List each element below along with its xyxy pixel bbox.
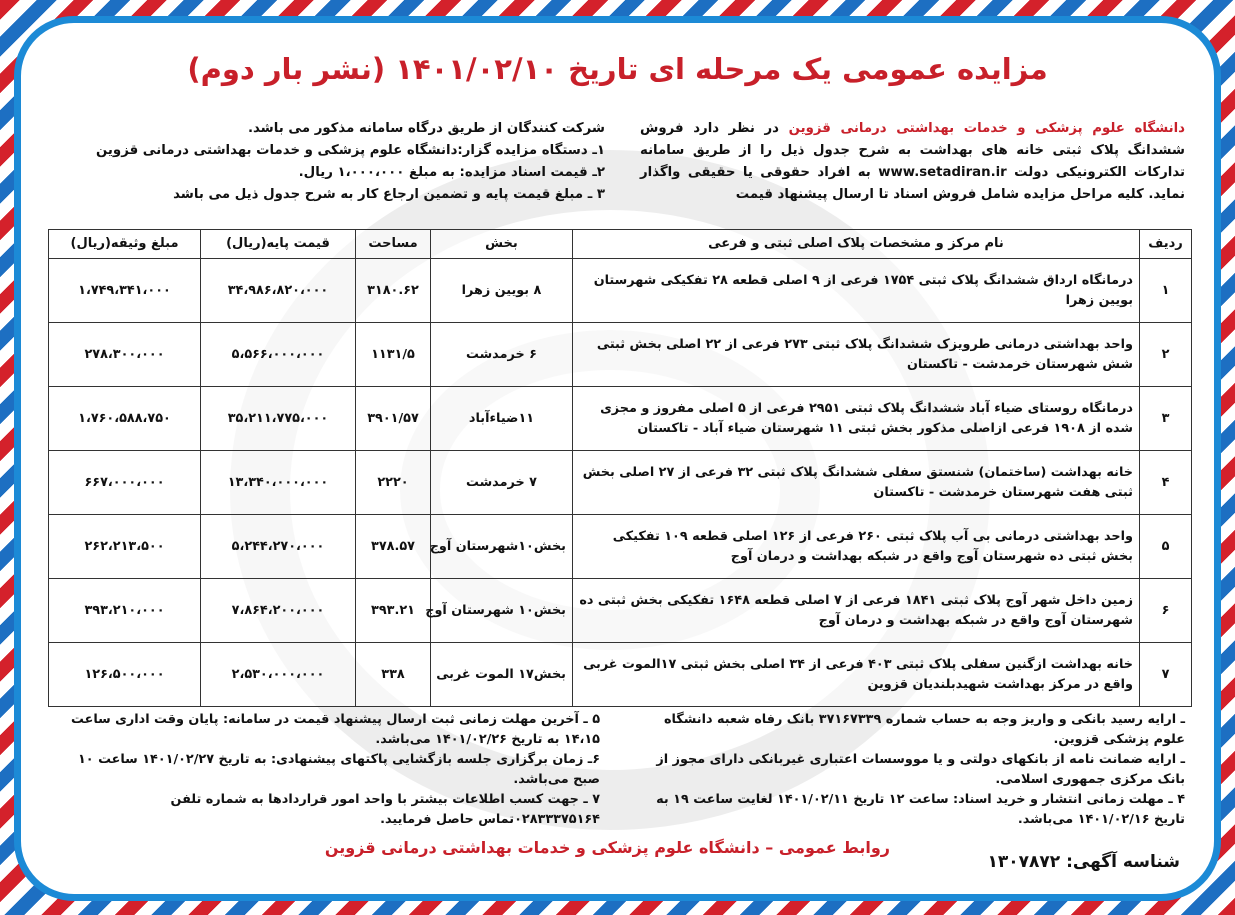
part: بخش۱۷ الموت غربی [431, 643, 573, 707]
table-row [49, 387, 1192, 451]
intro-text-part2: به افراد حقوقی یا حقیقی واگذار نماید. کلیه مراحل مزایده شامل فروش اسناد تا ارسال پیشنهاد قیمت [640, 165, 1185, 202]
part: ۶ خرمدشت [431, 323, 573, 387]
center-name: درمانگاه ارداق ششدانگ پلاک ثبتی ۱۷۵۴ فرعی از ۹ اصلی قطعه ۲۸ تفکیکی شهرستان بویین زهرا [573, 259, 1140, 323]
center-name: خانه بهداشت ازگنین سفلی پلاک ثبتی ۴۰۳ فرعی از ۳۴ اصلی بخش ثبتی ۱۷الموت غربی واقع در مرکز بهداشت شهیدبلندیان قزوین [573, 643, 1140, 707]
row-number: ۱ [1140, 259, 1192, 323]
area: ۳۳۸ [356, 643, 431, 707]
header-deposit: مبلغ وثیقه(ریال) [49, 230, 201, 259]
part: ۷ خرمدشت [431, 451, 573, 515]
intro-line: شرکت کنندگان از طریق درگاه سامانه مذکور می باشد. [247, 121, 605, 136]
table-row [49, 643, 1192, 707]
intro-conditions [60, 118, 605, 218]
part: ۱۱ضیاءآباد [431, 387, 573, 451]
part: بخش۱۰شهرستان آوج [431, 515, 573, 579]
base-price: ۱۳،۳۴۰،۰۰۰،۰۰۰ [201, 451, 356, 515]
public-relations-footer: روابط عمومی – دانشگاه علوم پزشکی و خدمات بهداشتی درمانی قزوین [324, 838, 890, 857]
deposit: ۶۶۷،۰۰۰،۰۰۰ [49, 451, 201, 515]
row-number: ۶ [1140, 579, 1192, 643]
intro-line: ۲ـ قیمت اسناد مزایده: به مبلغ ۱،۰۰۰،۰۰۰ ریال. [298, 165, 605, 180]
table-row [49, 515, 1192, 579]
area: ۳۷۸.۵۷ [356, 515, 431, 579]
organization-name: دانشگاه علوم پزشکی و خدمات بهداشتی درمانی قزوین [788, 121, 1185, 136]
auction-table [48, 229, 1192, 707]
area: ۱۱۳۱/۵ [356, 323, 431, 387]
header-center-name: نام مرکز و مشخصات پلاک اصلی ثبتی و فرعی [573, 230, 1140, 259]
ad-id: شناسه آگهی: ۱۳۰۷۸۷۲ [987, 852, 1180, 872]
header-part: بخش [431, 230, 573, 259]
header-row-number: ردیف [1140, 230, 1192, 259]
area: ۳۱۸۰.۶۲ [356, 259, 431, 323]
deposit: ۱،۷۴۹،۳۴۱،۰۰۰ [49, 259, 201, 323]
page-title: مزایده عمومی یک مرحله ای تاریخ ۱۴۰۱/۰۲/۱۰ (نشر بار دوم) [187, 52, 1048, 86]
table-row [49, 451, 1192, 515]
row-number: ۵ [1140, 515, 1192, 579]
note-item: ۶ـ زمان برگزاری جلسه بازگشایی پاکتهای پیشنهادی: به تاریخ ۱۴۰۱/۰۲/۲۷ ساعت ۱۰ صبح می‌باشد. [77, 752, 600, 787]
note-item: ۴ ـ مهلت زمانی انتشار و خرید اسناد: ساعت ۱۲ تاریخ ۱۴۰۱/۰۲/۱۱ لغایت ساعت ۱۹ به تاریخ ۱۴۰۱/۰۲/۱۶ می‌باشد. [656, 792, 1185, 827]
note-item: ۷ ـ جهت کسب اطلاعات بیشتر با واحد امور قراردادها به شماره تلفن ۰۲۸۳۳۳۷۵۱۶۴تماس حاصل فرمایید. [170, 792, 600, 827]
note-item: ۵ ـ آخرین مهلت زمانی ثبت ارسال پیشنهاد قیمت در سامانه: پایان وقت اداری ساعت ۱۴،۱۵ به تاریخ ۱۴۰۱/۰۲/۲۶ می‌باشد. [71, 712, 600, 747]
part: ۸ بویین زهرا [431, 259, 573, 323]
center-name: واحد بهداشتی درمانی بی آب پلاک ثبتی ۲۶۰ فرعی از ۱۲۶ اصلی قطعه ۱۰۹ تفکیکی بخش ثبتی ده شهرستان آوج واقع در شبکه بهداشت و درمان آوج [573, 515, 1140, 579]
area: ۲۲۲۰ [356, 451, 431, 515]
note-item: ـ ارایه ضمانت نامه از بانکهای دولتی و یا مووسسات اعتباری غیربانکی دارای مجوز از بانک مرکزی جمهوری اسلامی. [656, 752, 1185, 787]
table-row [49, 323, 1192, 387]
row-number: ۳ [1140, 387, 1192, 451]
base-price: ۲،۵۳۰،۰۰۰،۰۰۰ [201, 643, 356, 707]
header-base-price: قیمت پایه(ریال) [201, 230, 356, 259]
deposit: ۲۶۲،۲۱۳،۵۰۰ [49, 515, 201, 579]
header-area: مساحت [356, 230, 431, 259]
table-row [49, 259, 1192, 323]
center-name: خانه بهداشت (ساختمان) شنستق سفلی ششدانگ پلاک ثبتی ۳۲ فرعی از ۲۷ اصلی بخش ثبتی هفت شهرستان خرمدشت - تاکستان [573, 451, 1140, 515]
notes-right [655, 710, 1185, 840]
center-name: واحد بهداشتی درمانی طرویزک ششدانگ پلاک ثبتی ۲۷۳ فرعی از ۲۲ اصلی بخش ثبتی شش شهرستان خرمدشت - تاکستان [573, 323, 1140, 387]
intro-line: ۳ ـ مبلغ قیمت پایه و تضمین ارجاع کار به شرح جدول ذیل می باشد [173, 187, 605, 202]
part: بخش۱۰ شهرستان آوج [431, 579, 573, 643]
intro-text-part1: در نظر دارد فروش ششدانگ پلاک ثبتی خانه های بهداشت به شرح جدول ذیل را از طریق سامانه تدارکات الکترونیکی دولت [640, 121, 1185, 180]
note-item: ـ ارایه رسید بانکی و واریز وجه به حساب شماره ۳۷۱۶۷۳۳۹ بانک رفاه شعبه دانشگاه علوم پزشکی قزوین. [663, 712, 1185, 747]
row-number: ۲ [1140, 323, 1192, 387]
website-link[interactable]: www.setadiran.ir [878, 165, 1007, 180]
intro-paragraph [640, 118, 1185, 218]
center-name: درمانگاه روستای ضیاء آباد ششدانگ پلاک ثبتی ۲۹۵۱ فرعی از ۵ اصلی مفروز و مجزی شده از ۱۹۰۸ فرعی ازاصلی مذکور بخش ثبتی ۱۱ شهرستان ضیاء آباد - تاکستان [573, 387, 1140, 451]
base-price: ۳۵،۲۱۱،۷۷۵،۰۰۰ [201, 387, 356, 451]
deposit: ۱،۷۶۰،۵۸۸،۷۵۰ [49, 387, 201, 451]
area: ۳۹۰۱/۵۷ [356, 387, 431, 451]
base-price: ۵،۵۶۶،۰۰۰،۰۰۰ [201, 323, 356, 387]
row-number: ۴ [1140, 451, 1192, 515]
base-price: ۷،۸۶۴،۲۰۰،۰۰۰ [201, 579, 356, 643]
area: ۳۹۳.۲۱ [356, 579, 431, 643]
notes-left [60, 710, 600, 840]
base-price: ۳۴،۹۸۶،۸۲۰،۰۰۰ [201, 259, 356, 323]
table-header-row [49, 230, 1192, 259]
deposit: ۱۲۶،۵۰۰،۰۰۰ [49, 643, 201, 707]
intro-line: ۱ـ دستگاه مزایده گزار:دانشگاه علوم پزشکی و خدمات بهداشتی درمانی قزوین [95, 143, 605, 158]
deposit: ۳۹۳،۲۱۰،۰۰۰ [49, 579, 201, 643]
table-row [49, 579, 1192, 643]
row-number: ۷ [1140, 643, 1192, 707]
deposit: ۲۷۸،۳۰۰،۰۰۰ [49, 323, 201, 387]
base-price: ۵،۲۴۴،۲۷۰،۰۰۰ [201, 515, 356, 579]
center-name: زمین داخل شهر آوج پلاک ثبتی ۱۸۴۱ فرعی از ۷ اصلی قطعه ۱۶۴۸ تفکیکی بخش ثبتی ده شهرستان آوج واقع در شبکه بهداشت و درمان آوج [573, 579, 1140, 643]
